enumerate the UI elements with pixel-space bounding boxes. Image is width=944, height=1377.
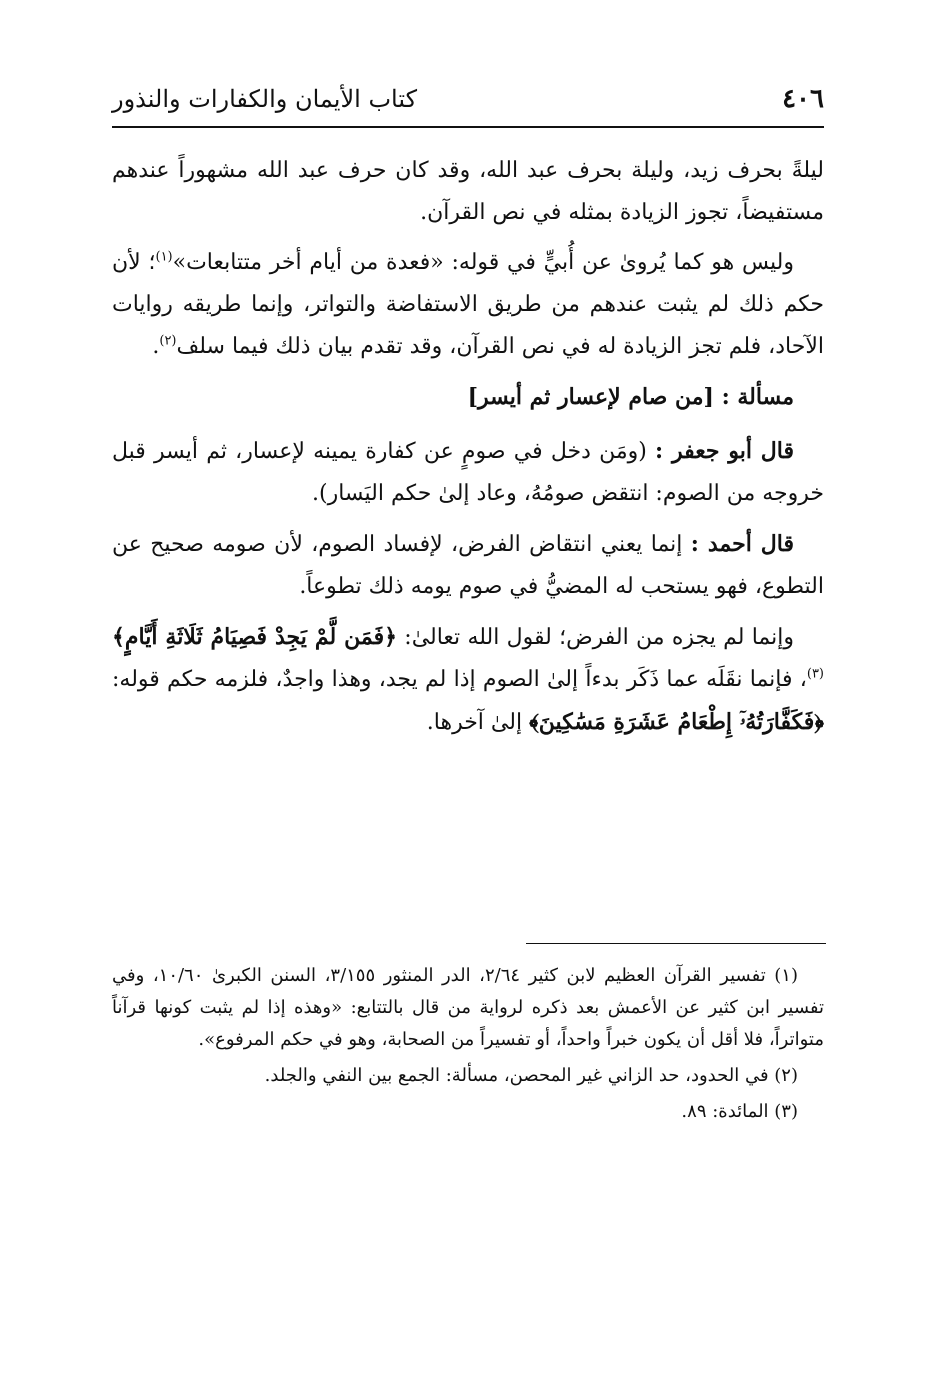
paragraph-5-text-2: ، فإنما نقَلَه عما ذَكَر بدءاً إلىٰ الصوم إذا لم يجد، وهذا واجدٌ، فلزمه حكم قوله: bbox=[112, 667, 807, 692]
paragraph-2-text: وليس هو كما يُروىٰ عن أُبيٍّ في قوله: «فعدة من أيام أخر متتابعات» bbox=[172, 250, 794, 275]
footnotes bbox=[112, 960, 824, 1132]
footnote-ref-1: (١) bbox=[155, 249, 173, 265]
paragraph-2 bbox=[112, 242, 824, 368]
paragraph-3-text: (ومَن دخل في صومٍ عن كفارة يمينه لإعسار، ثم أيسر قبل خروجه من الصوم: انتقض صومُهُ، وعاد إلىٰ حكم اليَسار). bbox=[112, 439, 824, 506]
footnote-3: (٣) المائدة: ٨٩. bbox=[681, 1101, 798, 1122]
footnote-2: (٢) في الحدود، حد الزاني غير المحصن، مسألة: الجمع بين النفي والجلد. bbox=[264, 1065, 798, 1086]
running-title: كتاب الأيمان والكفارات والنذور bbox=[112, 85, 418, 113]
main-text bbox=[112, 150, 824, 752]
paragraph-5-text-3: إلىٰ آخرها. bbox=[426, 710, 530, 735]
footnote-ref-2: (٢) bbox=[159, 333, 177, 349]
footnote-ref-3: (٣) bbox=[806, 666, 824, 682]
paragraph-4 bbox=[112, 523, 824, 608]
paragraph-2-text-2: ؛ لأن حكم ذلك لم يثبت عندهم من طريق الاستفاضة والتواتر، وإنما طريقه روايات الآحاد، فلم تجز الزيادة له في نص القرآن، وقد تقدم بيان ذلك فيما سلف bbox=[112, 250, 824, 359]
footnote-1: (١) تفسير القرآن العظيم لابن كثير ٢/٦٤، الدر المنثور ٣/١٥٥، السنن الكبرىٰ ١٠/٦٠، وفي تفسير ابن كثير عن الأعمش بعد ذكره لرواية من قال بالتتابع: «وهذه إذا لم يثبت كونها قرآناً متواتراً، فلا أقل أن يكون خبراً واحداً، أو تفسيراً من الصحابة، وهو في حكم المرفوع». bbox=[112, 965, 824, 1050]
footnote-rule bbox=[526, 943, 826, 944]
page-header bbox=[112, 72, 824, 124]
paragraph-3 bbox=[112, 430, 824, 515]
quran-verse-2: ﴿فَكَفَّارَتُهُۥٓ إِطْعَامُ عَشَرَةِ مَسَٰكِينَ﴾ bbox=[529, 709, 824, 735]
speaker-ahmad: قال أحمد : bbox=[690, 531, 795, 557]
quran-verse-1: ﴿فَمَن لَّمْ يَجِدْ فَصِيَامُ ثَلَاثَةِ أَيَّامٍ﴾ bbox=[112, 624, 397, 650]
speaker-abu-jafar: قال أبو جعفر : bbox=[655, 438, 795, 464]
paragraph-2-end: . bbox=[152, 334, 160, 359]
paragraph-1: ليلةً بحرف زيد، وليلة بحرف عبد الله، وقد كان حرف عبد الله مشهوراً عندهم مستفيضاً، تجوز الزيادة بمثله في نص القرآن. bbox=[112, 158, 824, 225]
paragraph-4-text: إنما يعني انتقاض الفرض، لإفساد الصوم، لأن صومه صحيح عن التطوع، فهو يستحب له المضيُّ في صوم يومه ذلك تطوعاً. bbox=[112, 532, 824, 599]
header-rule bbox=[112, 126, 824, 128]
page-number: ٤٠٦ bbox=[782, 84, 824, 114]
section-title: مسألة : [من صام لإعسار ثم أيسر] bbox=[467, 384, 794, 410]
paragraph-5 bbox=[112, 616, 824, 744]
paragraph-5-text-1: وإنما لم يجزه من الفرض؛ لقول الله تعالىٰ: bbox=[397, 625, 795, 650]
